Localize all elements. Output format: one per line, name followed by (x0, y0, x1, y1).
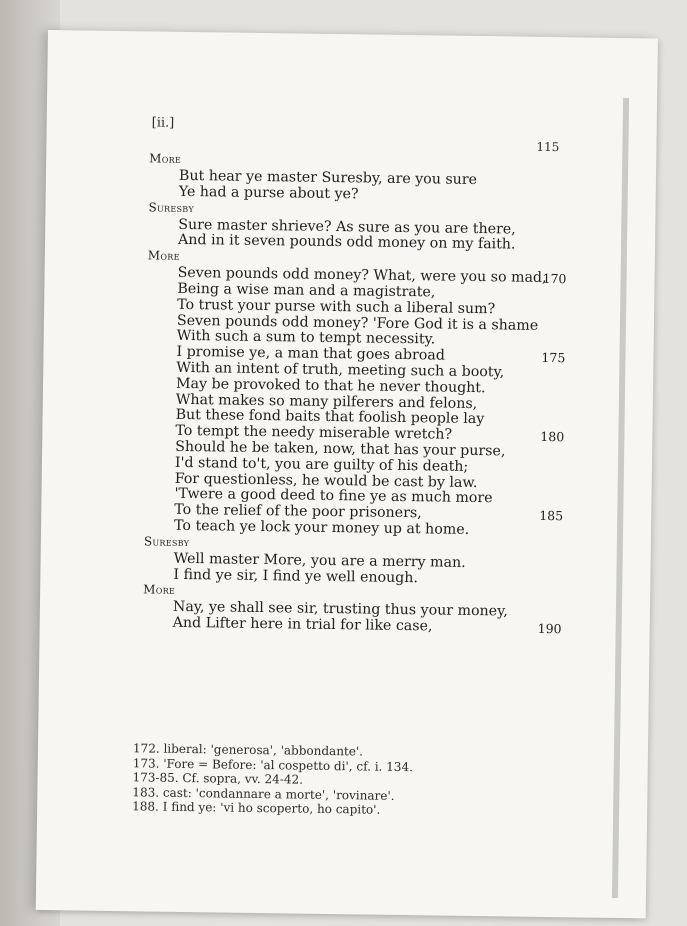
footnotes (132, 741, 553, 819)
book-page (36, 30, 658, 918)
verse-text: And in it seven pounds odd money on my faith. (177, 232, 516, 253)
verse-text: Being a wise man and a magistrate, (177, 280, 436, 301)
verse-text: To trust your purse with such a liberal sum? (177, 296, 496, 318)
footnote: 183. cast: 'condannare a morte', 'rovinare'. (132, 784, 395, 803)
verse-text: Seven pounds odd money? What, were you so mad, (177, 265, 547, 287)
verse-text: What makes so many pilferers and felons, (175, 391, 478, 412)
verse-text: But hear ye master Suresby, are you sure (178, 167, 478, 189)
verse-text: I promise ye, a man that goes abroad (176, 343, 445, 364)
verse-text: With an intent of truth, meeting such a booty, (176, 359, 505, 381)
verse-text: Seven pounds odd money? 'Fore God it is a shame (176, 312, 539, 334)
page-number: 115 (536, 139, 560, 155)
verse-text: To the relief of the poor prisoners, (174, 501, 422, 522)
verse-text: To teach ye lock your money up at home. (173, 517, 470, 538)
page-edge (612, 98, 629, 898)
line-number: 175 (541, 350, 566, 366)
speaker-text: More (149, 151, 182, 166)
speaker-text: Suresby (148, 200, 195, 215)
verse-text: 'Twere a good deed to fine ye as much more (174, 486, 493, 507)
verse-text: Ye had a purse about ye? (178, 183, 359, 203)
verse-text: I find ye sir, I find ye well enough. (173, 566, 419, 586)
section-mark: [ii.] (151, 115, 175, 131)
line-number: 170 (542, 271, 567, 287)
verse-text: May be provoked to that he never thought. (175, 375, 486, 396)
verse-text: But these fond baits that foolish people lay (175, 407, 485, 428)
verse-text: And Lifter here in trial for like case, (172, 614, 433, 635)
speaker-text: More (143, 582, 176, 598)
verse-text: Nay, ye shall see sir, trusting thus your money, (172, 599, 508, 620)
verse-text: With such a sum to tempt necessity. (176, 328, 436, 348)
verse-text: To tempt the needy miserable wretch? (175, 422, 453, 443)
verse-text: Well master More, you are a merry man. (173, 550, 466, 571)
verse-text: For questionless, he would be cast by law. (174, 470, 478, 491)
verse-text: Sure master shrieve? As sure as you are there, (178, 216, 516, 238)
footnote: 172. liberal: 'generosa', 'abbondante'. (132, 741, 364, 759)
line-number: 190 (537, 621, 562, 637)
footnote: 173-85. Cf. sopra, vv. 24-42. (132, 770, 304, 787)
verse-text: Should he be taken, now, that has your purse, (175, 438, 506, 460)
speaker-text: More (147, 248, 180, 264)
line-number: 185 (539, 508, 564, 524)
line-number: 180 (540, 429, 565, 445)
footnote: 173. 'Fore = Before: 'al cospetto di', cf. i. 134. (132, 755, 414, 774)
verse-text: I'd stand to't, you are guilty of his death; (174, 454, 469, 475)
play-text (143, 151, 570, 637)
footnote: 188. I find ye: 'vi ho scoperto, ho capito'. (132, 799, 381, 817)
speaker-text: Suresby (143, 534, 190, 549)
